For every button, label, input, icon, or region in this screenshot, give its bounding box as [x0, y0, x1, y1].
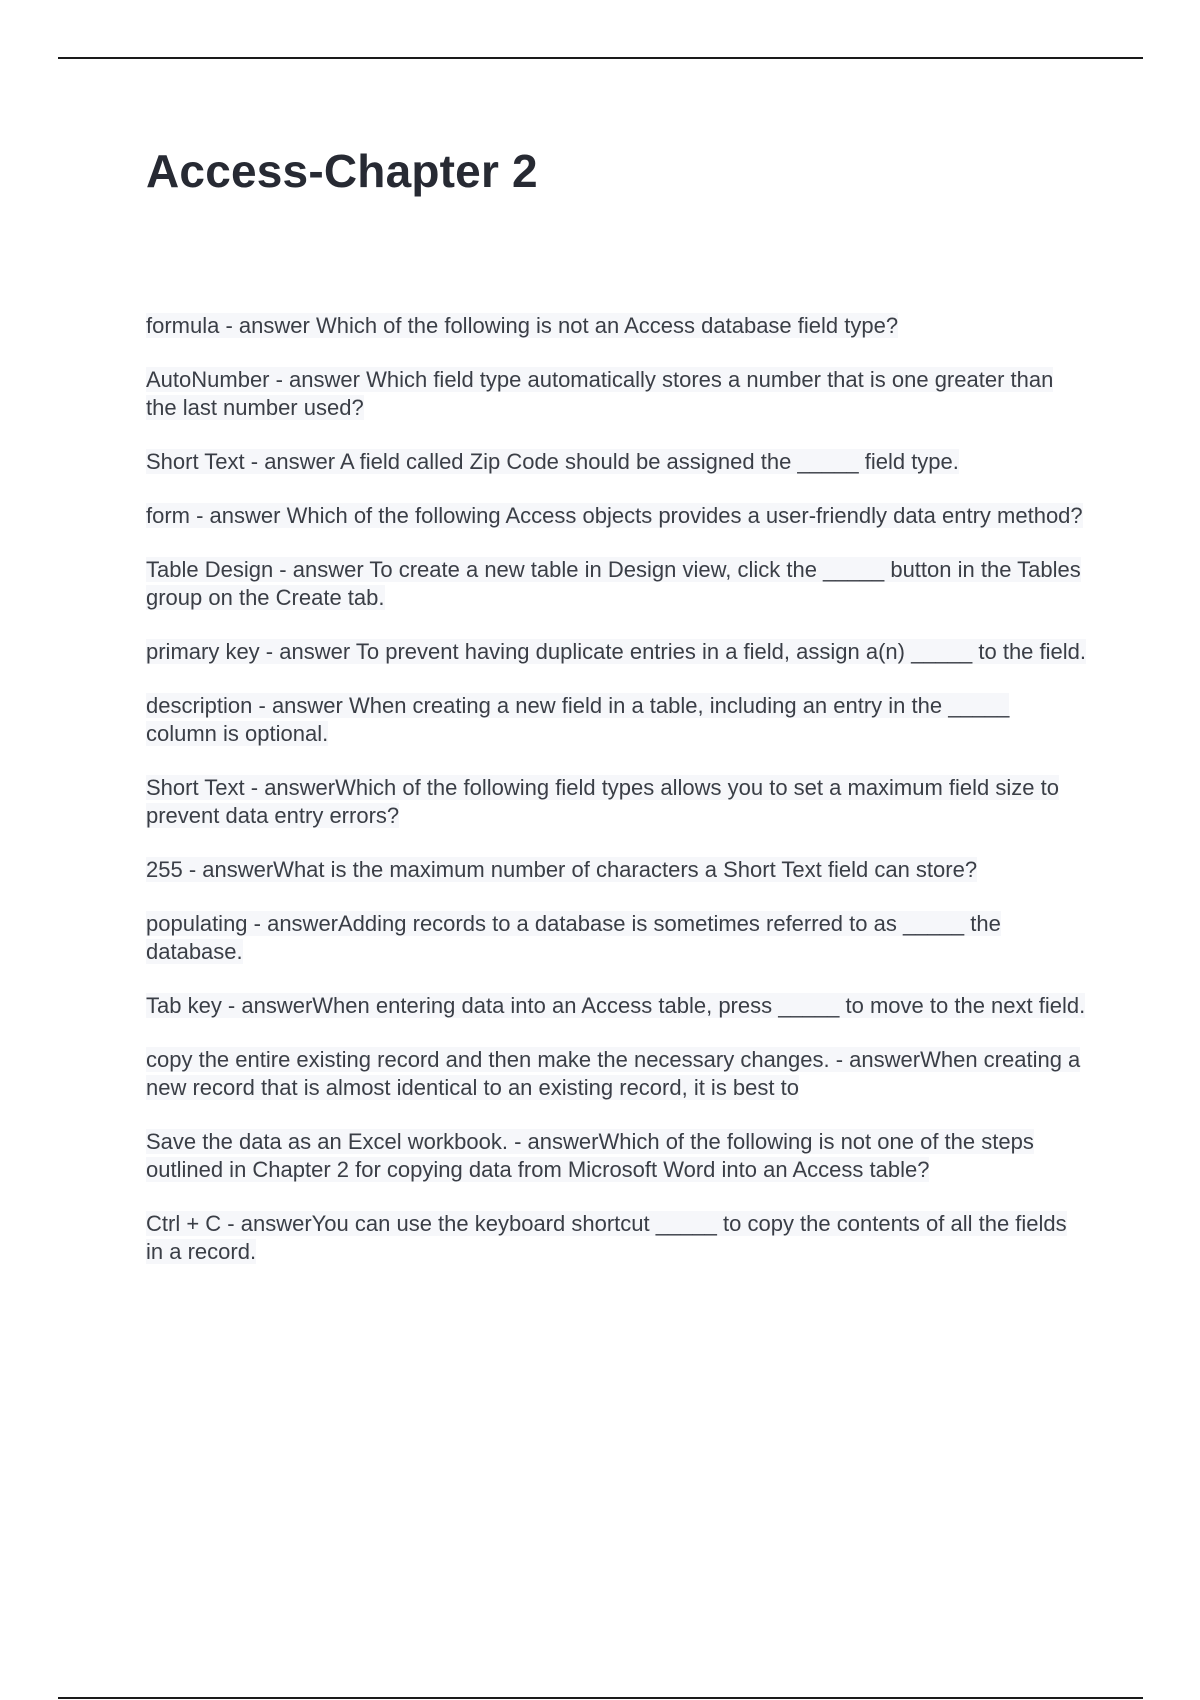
qa-item — [146, 312, 1086, 340]
qa-text: Short Text - answerWhich of the following field types allows you to set a maximum field size to prevent data entry errors? — [146, 775, 1059, 828]
qa-text: Tab key - answerWhen entering data into an Access table, press _____ to move to the next field. — [146, 993, 1086, 1018]
qa-item — [146, 1046, 1086, 1102]
qa-item — [146, 692, 1086, 748]
qa-item — [146, 366, 1086, 422]
qa-list — [146, 312, 1086, 1292]
qa-item — [146, 448, 1086, 476]
qa-item — [146, 502, 1086, 530]
qa-text: formula - answer Which of the following is not an Access database field type? — [146, 313, 899, 338]
page-title: Access-Chapter 2 — [146, 145, 538, 197]
qa-text: 255 - answerWhat is the maximum number of characters a Short Text field can store? — [146, 857, 978, 882]
qa-text: primary key - answer To prevent having duplicate entries in a field, assign a(n) _____ to the field. — [146, 639, 1086, 664]
top-divider — [58, 57, 1143, 59]
qa-text: Table Design - answer To create a new table in Design view, click the _____ button in the Tables group on the Create tab. — [146, 557, 1081, 610]
qa-item — [146, 638, 1086, 666]
qa-item — [146, 992, 1086, 1020]
qa-item — [146, 910, 1086, 966]
qa-text: populating - answerAdding records to a database is sometimes referred to as _____ the database. — [146, 911, 1001, 964]
qa-item — [146, 1210, 1086, 1266]
qa-text: Short Text - answer A field called Zip Code should be assigned the _____ field type. — [146, 449, 959, 474]
qa-text: AutoNumber - answer Which field type automatically stores a number that is one greater than the last number used? — [146, 367, 1054, 420]
qa-item — [146, 556, 1086, 612]
qa-text: Save the data as an Excel workbook. - answerWhich of the following is not one of the steps outlined in Chapter 2 for copying data from Microsoft Word into an Access table? — [146, 1129, 1034, 1182]
qa-text: form - answer Which of the following Access objects provides a user-friendly data entry method? — [146, 503, 1083, 528]
qa-text: description - answer When creating a new field in a table, including an entry in the _____ column is optional. — [146, 693, 1010, 746]
qa-item — [146, 1128, 1086, 1184]
qa-item — [146, 856, 1086, 884]
qa-item — [146, 774, 1086, 830]
bottom-divider — [58, 1697, 1143, 1699]
qa-text: Ctrl + C - answerYou can use the keyboard shortcut _____ to copy the contents of all the fields in a record. — [146, 1211, 1067, 1264]
qa-text: copy the entire existing record and then make the necessary changes. - answerWhen creating a new record that is almost identical to an existing record, it is best to — [146, 1047, 1081, 1100]
